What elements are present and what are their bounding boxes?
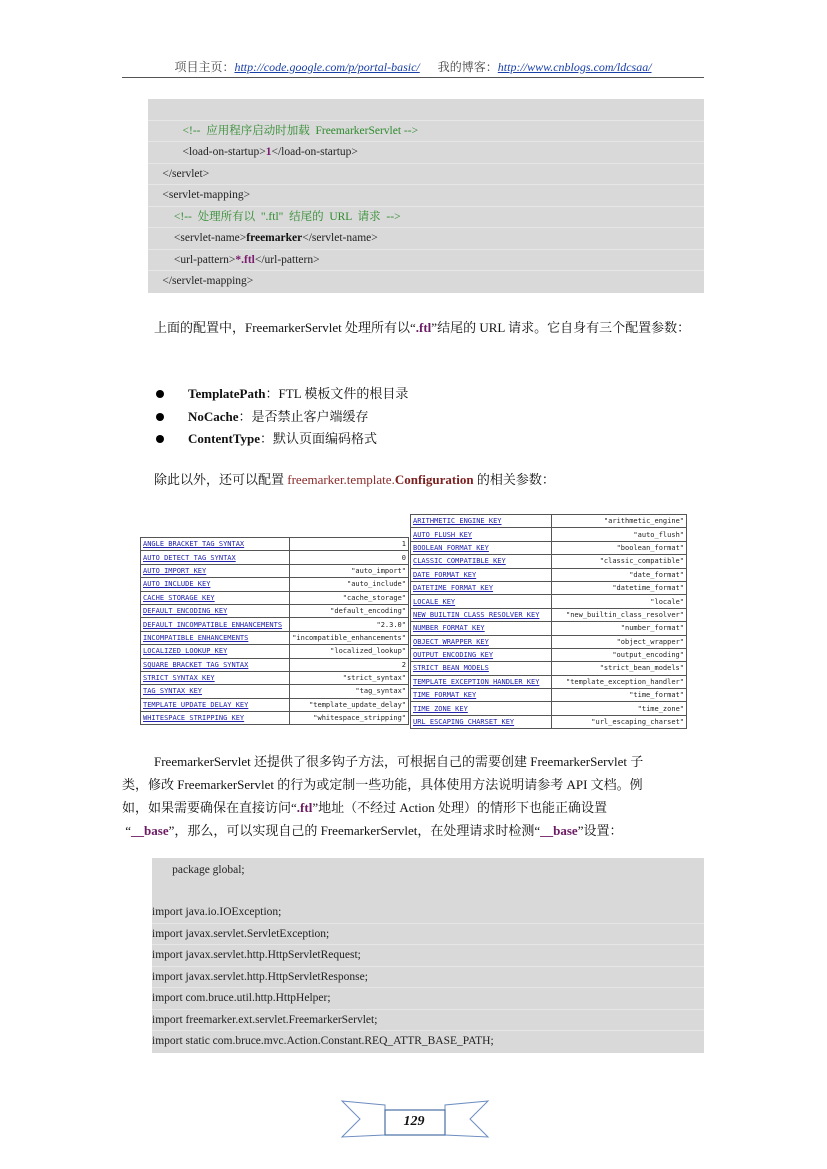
config-key-link[interactable]: OUTPUT_ENCODING_KEY bbox=[411, 648, 552, 661]
table-row bbox=[411, 675, 687, 688]
table-row bbox=[141, 618, 409, 631]
table-row bbox=[141, 712, 409, 725]
code-line: <!-- 应用程序启动时加载 FreemarkerServlet --> bbox=[148, 121, 704, 143]
config-value: "date_format" bbox=[552, 568, 687, 581]
config-key-link[interactable]: STRICT_SYNTAX_KEY bbox=[141, 671, 290, 684]
config-value: "new_builtin_class_resolver" bbox=[552, 608, 687, 621]
config-key-link[interactable]: TIME_ZONE_KEY bbox=[411, 702, 552, 715]
config-value: "strict_syntax" bbox=[290, 671, 409, 684]
list-item: TemplatePath ：FTL 模板文件的根目录 bbox=[150, 383, 408, 406]
page-number-ribbon bbox=[340, 1097, 490, 1147]
table-row bbox=[141, 631, 409, 644]
table-row bbox=[141, 671, 409, 684]
config-key-link[interactable]: LOCALE_KEY bbox=[411, 595, 552, 608]
table-row bbox=[141, 645, 409, 658]
table-row bbox=[411, 595, 687, 608]
code-line: import static com.bruce.mvc.Action.Constant.REQ_ATTR_BASE_PATH; bbox=[152, 1035, 494, 1047]
table-row bbox=[411, 515, 687, 528]
code-line: import com.bruce.util.http.HttpHelper; bbox=[152, 988, 704, 1010]
table-row bbox=[411, 555, 687, 568]
config-key-link[interactable]: LOCALIZED_LOOKUP_KEY bbox=[141, 645, 290, 658]
table-row bbox=[141, 578, 409, 591]
home-link[interactable]: http://code.google.com/p/portal-basic/ bbox=[234, 60, 420, 74]
config-key-link[interactable]: DEFAULT_ENCODING_KEY bbox=[141, 604, 290, 617]
config-key-link[interactable]: DATETIME_FORMAT_KEY bbox=[411, 581, 552, 594]
config-value: "default_encoding" bbox=[290, 604, 409, 617]
code-line: <url-pattern>*.ftl</url-pattern> bbox=[148, 250, 704, 272]
config-value: "number_format" bbox=[552, 622, 687, 635]
code-line: <!-- 处理所有以 ".ftl" 结尾的 URL 请求 --> bbox=[148, 207, 704, 229]
table-row bbox=[141, 604, 409, 617]
table-row bbox=[411, 528, 687, 541]
page-header bbox=[122, 58, 704, 78]
table-row bbox=[141, 551, 409, 564]
table-row bbox=[141, 564, 409, 577]
code-line: </servlet> bbox=[148, 164, 704, 186]
config-key-link[interactable]: AUTO_FLUSH_KEY bbox=[411, 528, 552, 541]
table-row bbox=[411, 689, 687, 702]
table-row bbox=[411, 622, 687, 635]
table-row bbox=[141, 538, 409, 551]
config-value: "arithmetic_engine" bbox=[552, 515, 687, 528]
config-key-link[interactable]: CACHE_STORAGE_KEY bbox=[141, 591, 290, 604]
code-line: package global; bbox=[152, 864, 245, 876]
table-row bbox=[411, 541, 687, 554]
config-key-link[interactable]: SQUARE_BRACKET_TAG_SYNTAX bbox=[141, 658, 290, 671]
config-value: 0 bbox=[290, 551, 409, 564]
config-value: "localized_lookup" bbox=[290, 645, 409, 658]
paragraph-hooks: FreemarkerServlet 还提供了很多钩子方法，可根据自己的需要创建 FreemarkerServlet 子 类，修改 FreemarkerServlet 的行为或定制一些功能，具体使用方法说明请参考 API 文档。例 如，如果需要确保在直接访问“.ftl”地址（不经过 Action 处理）的情形下也能正确设置 “__base”，那么，可以实现自己的 FreemarkerServlet，在处理请求时检测“__base”设置： bbox=[122, 754, 644, 838]
blog-label: 我的博客： bbox=[437, 60, 498, 74]
code-block-java bbox=[152, 858, 704, 1053]
config-value: "cache_storage" bbox=[290, 591, 409, 604]
config-value: "object_wrapper" bbox=[552, 635, 687, 648]
config-key-link[interactable]: DEFAULT_INCOMPATIBLE_ENHANCEMENTS bbox=[141, 618, 290, 631]
table-row bbox=[141, 658, 409, 671]
home-label: 项目主页： bbox=[174, 60, 235, 74]
config-key-link[interactable]: BOOLEAN_FORMAT_KEY bbox=[411, 541, 552, 554]
config-value: "auto_include" bbox=[290, 578, 409, 591]
config-key-link[interactable]: TIME_FORMAT_KEY bbox=[411, 689, 552, 702]
config-key-link[interactable]: ARITHMETIC_ENGINE_KEY bbox=[411, 515, 552, 528]
paragraph-intro: 上面的配置中，FreemarkerServlet 处理所有以“.ftl”结尾的 URL 请求。它自身有三个配置参数： bbox=[154, 320, 691, 335]
page-number: 129 bbox=[403, 1114, 425, 1129]
config-key-link[interactable]: AUTO_IMPORT_KEY bbox=[141, 564, 290, 577]
bullet-icon bbox=[156, 435, 164, 443]
table-row bbox=[411, 568, 687, 581]
config-key-link[interactable]: STRICT_BEAN_MODELS bbox=[411, 662, 552, 675]
code-line: import javax.servlet.http.HttpServletRequest; bbox=[152, 945, 704, 967]
table-row bbox=[141, 591, 409, 604]
table-row bbox=[411, 702, 687, 715]
config-value: "time_zone" bbox=[552, 702, 687, 715]
config-value: "classic_compatible" bbox=[552, 555, 687, 568]
config-table-right bbox=[410, 514, 687, 729]
config-value: 1 bbox=[290, 538, 409, 551]
config-value: "2.3.0" bbox=[290, 618, 409, 631]
config-key-link[interactable]: NUMBER_FORMAT_KEY bbox=[411, 622, 552, 635]
config-value: "whitespace_stripping" bbox=[290, 712, 409, 725]
config-key-link[interactable]: ANGLE_BRACKET_TAG_SYNTAX bbox=[141, 538, 290, 551]
code-block-xml bbox=[148, 99, 704, 293]
config-key-link[interactable]: TEMPLATE_UPDATE_DELAY_KEY bbox=[141, 698, 290, 711]
config-key-link[interactable]: AUTO_DETECT_TAG_SYNTAX bbox=[141, 551, 290, 564]
config-value: "auto_flush" bbox=[552, 528, 687, 541]
code-line: import freemarker.ext.servlet.FreemarkerServlet; bbox=[152, 1010, 704, 1032]
paragraph-config: 除此以外，还可以配置 freemarker.template.Configuration 的相关参数： bbox=[154, 472, 555, 487]
table-row bbox=[141, 685, 409, 698]
blog-link[interactable]: http://www.cnblogs.com/ldcsaa/ bbox=[497, 60, 652, 74]
table-row bbox=[411, 715, 687, 728]
config-value: 2 bbox=[290, 658, 409, 671]
config-value: "template_exception_handler" bbox=[552, 675, 687, 688]
list-item: NoCache ：是否禁止客户端缓存 bbox=[150, 406, 408, 429]
config-key-link[interactable]: NEW_BUILTIN_CLASS_RESOLVER_KEY bbox=[411, 608, 552, 621]
bullet-icon bbox=[156, 390, 164, 398]
bullet-list bbox=[150, 383, 408, 451]
table-row bbox=[141, 698, 409, 711]
ftl-highlight: .ftl bbox=[415, 320, 432, 335]
config-key-link[interactable]: AUTO_INCLUDE_KEY bbox=[141, 578, 290, 591]
config-value: "locale" bbox=[552, 595, 687, 608]
code-line: import javax.servlet.http.HttpServletResponse; bbox=[152, 967, 704, 989]
config-value: "incompatible_enhancements" bbox=[290, 631, 409, 644]
table-row bbox=[411, 608, 687, 621]
config-value: "url_escaping_charset" bbox=[552, 715, 687, 728]
code-line: <load-on-startup>1</load-on-startup> bbox=[148, 142, 704, 164]
config-key-link[interactable]: DATE_FORMAT_KEY bbox=[411, 568, 552, 581]
config-value: "datetime_format" bbox=[552, 581, 687, 594]
list-item: ContentType ：默认页面编码格式 bbox=[150, 428, 408, 451]
config-value: "output_encoding" bbox=[552, 648, 687, 661]
config-value: "boolean_format" bbox=[552, 541, 687, 554]
bullet-icon bbox=[156, 413, 164, 421]
config-value: "auto_import" bbox=[290, 564, 409, 577]
code-line bbox=[148, 99, 704, 121]
config-key-link[interactable]: OBJECT_WRAPPER_KEY bbox=[411, 635, 552, 648]
config-value: "template_update_delay" bbox=[290, 698, 409, 711]
table-row bbox=[411, 581, 687, 594]
config-key-link[interactable]: INCOMPATIBLE_ENHANCEMENTS bbox=[141, 631, 290, 644]
code-line: import java.io.IOException; bbox=[152, 902, 704, 924]
table-row bbox=[411, 648, 687, 661]
code-line: <servlet-mapping> bbox=[148, 185, 704, 207]
config-value: "time_format" bbox=[552, 689, 687, 702]
config-table-left bbox=[140, 537, 409, 725]
config-key-link[interactable]: TAG_SYNTAX_KEY bbox=[141, 685, 290, 698]
code-line: </servlet-mapping> bbox=[162, 275, 254, 287]
code-line: <servlet-name>freemarker</servlet-name> bbox=[148, 228, 704, 250]
config-value: "strict_bean_models" bbox=[552, 662, 687, 675]
code-line: import javax.servlet.ServletException; bbox=[152, 924, 704, 946]
table-row bbox=[411, 635, 687, 648]
config-key-link[interactable]: WHITESPACE_STRIPPING_KEY bbox=[141, 712, 290, 725]
config-key-link[interactable]: TEMPLATE_EXCEPTION_HANDLER_KEY bbox=[411, 675, 552, 688]
config-key-link[interactable]: URL_ESCAPING_CHARSET_KEY bbox=[411, 715, 552, 728]
config-value: "tag_syntax" bbox=[290, 685, 409, 698]
table-row bbox=[411, 662, 687, 675]
config-key-link[interactable]: CLASSIC_COMPATIBLE_KEY bbox=[411, 555, 552, 568]
